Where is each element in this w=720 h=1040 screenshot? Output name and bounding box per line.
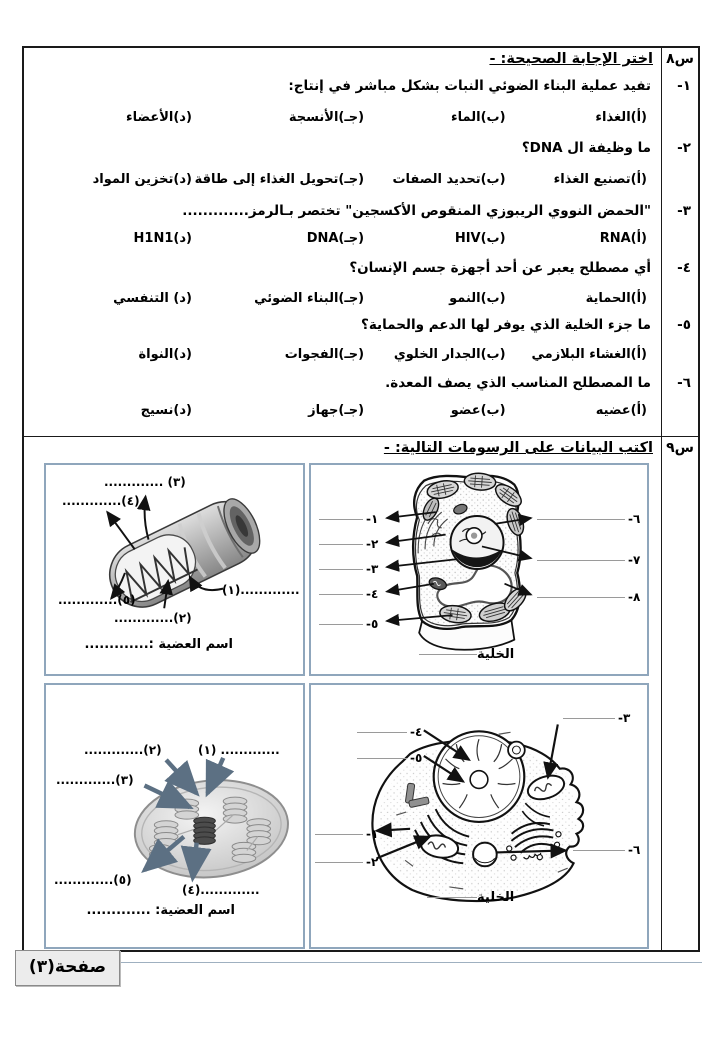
q8-item-num-1: ١- (677, 78, 691, 94)
q2-option-d: (د)تخزين المواد (92, 172, 192, 187)
footer-divider (116, 962, 702, 963)
chloro-label-5: .............(٥) (54, 873, 132, 887)
q2-option-c: (جـ)تحويل الغذاء إلى طاقة (194, 172, 365, 187)
q3-option-c: (جـ)DNA (306, 231, 365, 246)
q4-option-d: (د) التنفسي (113, 291, 192, 306)
question-1-options (32, 110, 647, 125)
plant-label-2: - ٢ (319, 537, 378, 551)
mito-label-1: (١)............. (222, 583, 300, 597)
question-2-text: ما وظيفة ال DNA؟ (521, 140, 651, 156)
q8-item-num-3: ٣- (677, 203, 691, 219)
plant-label-7: - ٧ (537, 553, 640, 567)
q1-option-a: (أ)الغذاء (595, 110, 647, 125)
q6-option-d: (د)نسيج (140, 403, 192, 418)
question-4-text: أي مصطلح يعبر عن أحد أجهزة جسم الإنسان؟ (349, 260, 651, 276)
question-3-options (32, 231, 647, 246)
animal-label-2: - ٢ (315, 855, 378, 869)
q3-option-a: (أ)RNA (599, 231, 647, 246)
question-3-text: "الحمض النووي الريبوزي المنقوص الأكسجين" تختصر بـالرمز............. (182, 203, 651, 219)
chloro-label-3: .............(٣) (56, 773, 134, 787)
q9-id: س٩ (666, 440, 694, 456)
chloro-organelle-name-blank: اسم العضية: ............. (86, 903, 235, 918)
plant-label-3: - ٣ (319, 562, 378, 576)
chloroplast-panel (44, 683, 305, 949)
q6-option-b: (ب)عضو (450, 403, 506, 418)
q6-option-c: (جـ)جهاز (308, 403, 365, 418)
page-number-badge: صفحة(٣) (15, 950, 120, 986)
q9-content (24, 437, 661, 950)
q5-option-a: (أ)الغشاء البلازمي (531, 347, 647, 362)
q4-option-b: (ب)النمو (449, 291, 506, 306)
mito-organelle-name-blank: اسم العضية :............. (84, 637, 233, 652)
mito-label-5: .............(٥) (58, 593, 136, 607)
plant-label-8: - ٨ (537, 590, 640, 604)
section-q9 (24, 437, 698, 950)
plant-cell-caption: الخلية (415, 646, 514, 662)
mitochondrion-panel (44, 463, 305, 676)
q1-option-d: (د)الأعضاء (126, 110, 192, 125)
q8-content (24, 48, 661, 436)
q3-option-b: (ب)HIV (454, 231, 506, 246)
q8-id: س٨ (666, 51, 694, 67)
animal-cell-panel (309, 683, 649, 949)
q9-header: اكتب البيانات على الرسومات التالية: - (383, 440, 653, 456)
plant-label-6: - ٦ (537, 512, 640, 526)
animal-label-4: - ٤ (357, 725, 422, 739)
q8-header: اختر الإجابة الصحيحة: - (489, 51, 653, 67)
q8-item-num-6: ٦- (677, 375, 691, 391)
plant-label-1: - ١ (319, 512, 378, 526)
animal-label-1: - ١ (315, 827, 378, 841)
q4-option-c: (جـ)البناء الضوئي (254, 291, 365, 306)
q6-option-a: (أ)عضيه (595, 403, 647, 418)
q9-id-column (661, 437, 698, 950)
plant-label-5: - ٥ (319, 617, 378, 631)
animal-cell-caption: الخلية (423, 889, 514, 905)
q5-option-b: (ب)الجدار الخلوي (393, 347, 506, 362)
q5-option-d: (د)النواة (138, 347, 192, 362)
question-1-text: تفيد عملية البناء الضوئي النبات بشكل مباشر في إنتاج: (288, 78, 651, 94)
plant-cell-panel (309, 463, 649, 676)
q8-item-num-5: ٥- (677, 317, 691, 333)
plant-label-4: - ٤ (319, 587, 378, 601)
mito-label-4: .............(٤) (62, 494, 140, 508)
q8-id-column (661, 48, 698, 436)
chloro-label-4: (٤)............. (182, 883, 260, 897)
question-5-text: ما جزء الخلية الذي يوفر لها الدعم والحماية؟ (360, 317, 651, 333)
q8-item-num-2: ٢- (677, 140, 691, 156)
q8-item-num-4: ٤- (677, 260, 691, 276)
animal-label-6: - ٦ (573, 843, 640, 857)
q5-option-c: (جـ)الفجوات (284, 347, 365, 362)
q2-option-b: (ب)تحديد الصفات (392, 172, 506, 187)
question-4-options (32, 291, 647, 306)
animal-label-5: - ٥ (357, 751, 422, 765)
question-5-options (32, 347, 647, 362)
animal-label-3: - ٣ (563, 711, 630, 725)
chloro-label-2: .............(٢) (84, 743, 162, 757)
mito-label-2: .............(٢) (114, 611, 192, 625)
q1-option-c: (جـ)الأنسجة (288, 110, 365, 125)
section-q8 (24, 48, 698, 437)
question-2-options (32, 172, 647, 187)
exam-table (22, 46, 700, 952)
mito-label-3: ............. (٣) (104, 475, 186, 489)
q3-option-d: (د)H1N1 (133, 231, 192, 246)
q2-option-a: (أ)تصنيع الغذاء (553, 172, 647, 187)
question-6-options (32, 403, 647, 418)
q1-option-b: (ب)الماء (451, 110, 506, 125)
chloro-label-1: (١) ............. (198, 743, 280, 757)
question-6-text: ما المصطلح المناسب الذي يصف المعدة. (385, 375, 651, 391)
q4-option-a: (أ)الحماية (585, 291, 647, 306)
